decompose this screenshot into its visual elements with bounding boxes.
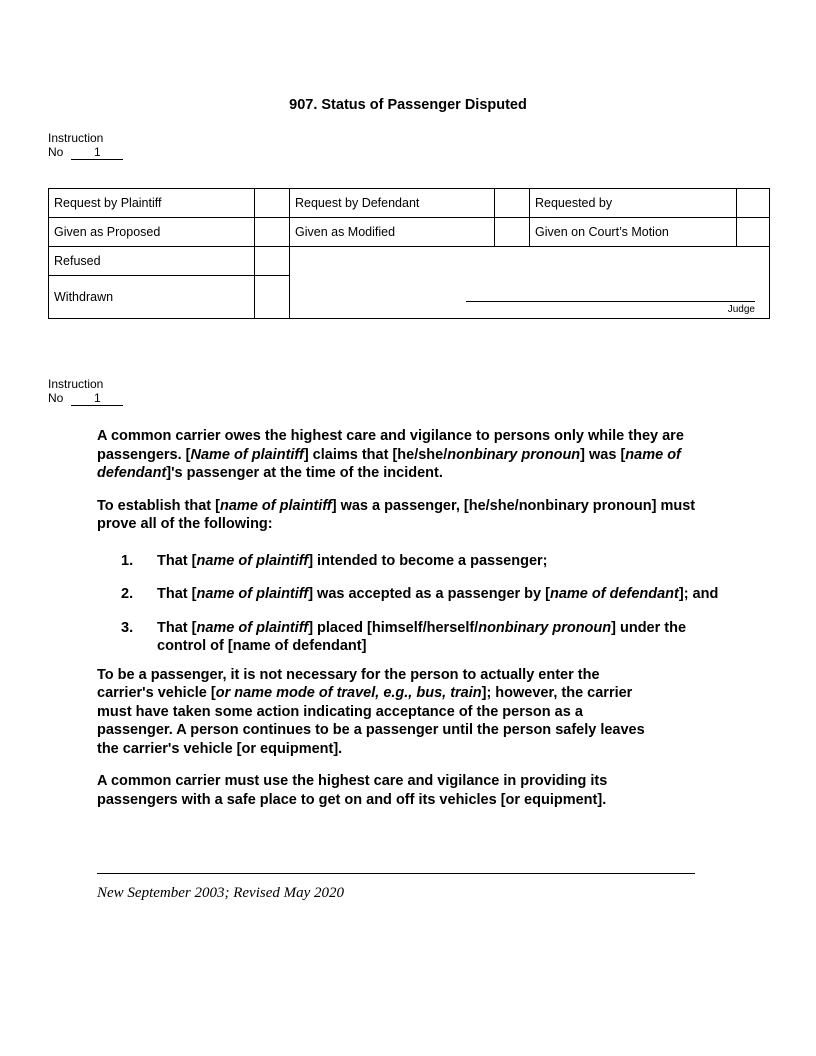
instruction-label: Instruction <box>48 377 104 391</box>
paragraph-3: To be a passenger, it is not necessary for the person to actually enter the carrier's vehicle [or name mode of travel, e.g., bus, train]; however, the carrier must have taken some action indicating acceptance of the person as a passenger. A person continues to be a passenger until the person safely leaves the carrier's vehicle [or equipment]. <box>97 666 645 757</box>
judge-signature-line[interactable] <box>466 301 755 302</box>
given-as-modified-checkbox[interactable] <box>495 218 530 247</box>
given-on-courts-motion-checkbox[interactable] <box>737 218 770 247</box>
paragraph-1: A common carrier owes the highest care and vigilance to persons only while they are passengers. [Name of plaintiff] claims that [he/she/nonbinary pronoun] was [name of defendant]'s passenger at the time of the incident. <box>97 428 684 481</box>
instruction-no-value: 1 <box>71 392 123 406</box>
revision-note: New September 2003; Revised May 2020 <box>97 885 345 901</box>
judge-label: Judge <box>727 304 755 315</box>
refused-label: Refused <box>49 247 255 276</box>
given-as-modified-label: Given as Modified <box>290 218 495 247</box>
instruction-number-body <box>48 377 123 406</box>
judge-signature-area <box>290 247 770 319</box>
instruction-text <box>97 427 719 823</box>
given-on-courts-motion-label: Given on Court’s Motion <box>530 218 737 247</box>
requested-by-checkbox[interactable] <box>737 189 770 218</box>
list-item: 3. That [name of plaintiff] placed [himself/herself/nonbinary pronoun] under the control of [name of defendant] <box>121 619 687 654</box>
list-item: 2. That [name of plaintiff] was accepted as a passenger by [name of defendant]; and <box>121 586 719 602</box>
instruction-no-value: 1 <box>71 146 123 160</box>
paragraph-4: A common carrier must use the highest care and vigilance in providing its passengers with a safe place to get on and off its vehicles [or equipment]. <box>97 773 608 808</box>
page-title: 907. Status of Passenger Disputed <box>289 97 527 113</box>
requested-by-label: Requested by <box>530 189 737 218</box>
request-table <box>48 188 770 319</box>
request-by-plaintiff-label: Request by Plaintiff <box>49 189 255 218</box>
refused-checkbox[interactable] <box>255 247 290 276</box>
request-by-defendant-label: Request by Defendant <box>290 189 495 218</box>
withdrawn-label: Withdrawn <box>49 276 255 319</box>
given-as-proposed-checkbox[interactable] <box>255 218 290 247</box>
given-as-proposed-label: Given as Proposed <box>49 218 255 247</box>
paragraph-2: To establish that [name of plaintiff] was a passenger, [he/she/nonbinary pronoun] must prove all of the following: <box>97 497 696 532</box>
instruction-number-top <box>48 131 123 160</box>
instruction-no-label: No <box>48 391 64 405</box>
footer-divider <box>97 873 695 874</box>
instruction-label: Instruction <box>48 131 104 145</box>
withdrawn-checkbox[interactable] <box>255 276 290 319</box>
request-by-plaintiff-checkbox[interactable] <box>255 189 290 218</box>
instruction-no-label: No <box>48 145 64 159</box>
list-item: 1. That [name of plaintiff] intended to become a passenger; <box>121 552 548 569</box>
request-by-defendant-checkbox[interactable] <box>495 189 530 218</box>
